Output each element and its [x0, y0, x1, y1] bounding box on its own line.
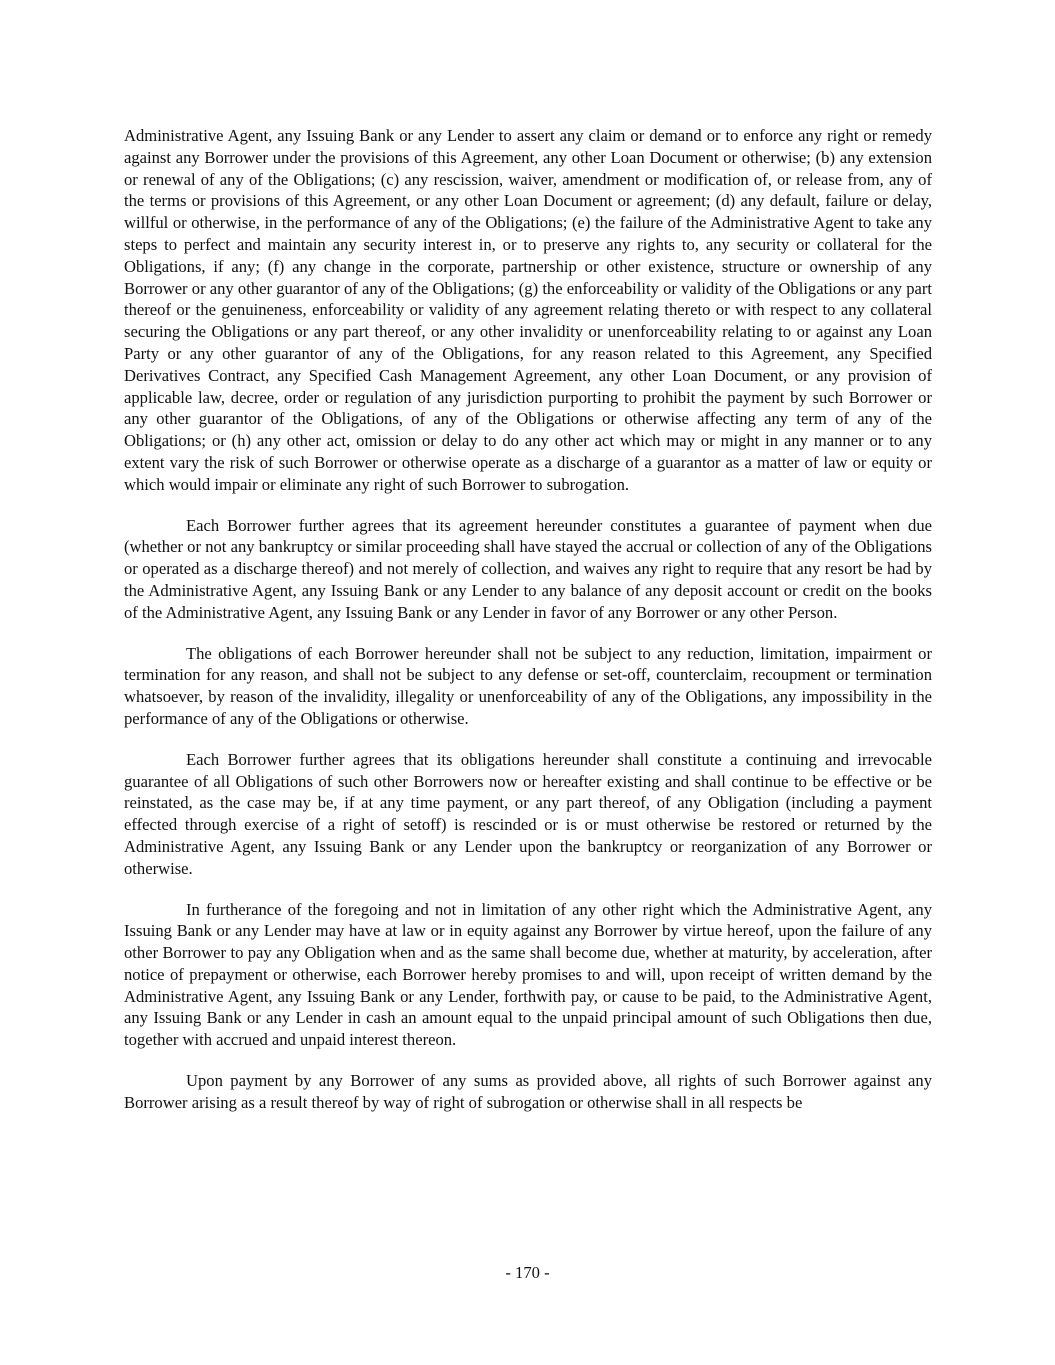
- paragraph-furtherance-payment-demand: In furtherance of the foregoing and not in limitation of any other right which the Administrative Agent, any Issuing Bank or any Lender may have at law or in equity against any Borrower by virtue hereof, upon the failure of any other Borrower to pay any Obligation when and as the same shall become due, whether at maturity, by acceleration, after notice of prepayment or otherwise, each Borrower hereby promises to and will, upon receipt of written demand by the Administrative Agent, any Issuing Bank or any Lender, forthwith pay, or cause to be paid, to the Administrative Agent, any Issuing Bank or any Lender in cash an amount equal to the unpaid principal amount of such Obligations then due, together with accrued and unpaid interest thereon.: [124, 899, 932, 1050]
- paragraph-subrogation-rights: Upon payment by any Borrower of any sums as provided above, all rights of such Borrower against any Borrower arising as a result thereof by way of right of subrogation or otherwise shall in all respects be: [124, 1071, 932, 1112]
- paragraph-guarantee-of-payment: Each Borrower further agrees that its agreement hereunder constitutes a guarantee of payment when due (whether or not any bankruptcy or similar proceeding shall have stayed the accrual or collection of any of the Obligations or operated as a discharge thereof) and not merely of collection, and waives any right to require that any resort be had by the Administrative Agent, any Issuing Bank or any Lender to any balance of any deposit account or credit on the books of the Administrative Agent, any Issuing Bank or any Lender in favor of any Borrower or any other Person.: [124, 515, 932, 622]
- paragraph-obligations-not-subject-to-reduction: The obligations of each Borrower hereunder shall not be subject to any reduction, limitation, impairment or termination for any reason, and shall not be subject to any defense or set-off, counterclaim, recoupment or termination whatsoever, by reason of the invalidity, illegality or unenforceability of any of the Obligations, any impossibility in the performance of any of the Obligations or otherwise.: [124, 643, 932, 728]
- page-number: - 170 -: [505, 1263, 550, 1282]
- paragraph-continuing-guarantee: Each Borrower further agrees that its obligations hereunder shall constitute a continuing and irrevocable guarantee of all Obligations of such other Borrowers now or hereafter existing and shall continue to be effective or be reinstated, as the case may be, if at any time payment, or any part thereof, of any Obligation (including a payment effected through exercise of a right of setoff) is rescinded or is or must otherwise be restored or returned by the Administrative Agent, any Issuing Bank or any Lender upon the bankruptcy or reorganization of any Borrower or otherwise.: [124, 749, 932, 878]
- document-body: [124, 125, 932, 1133]
- paragraph-continued-guarantee-conditions: Administrative Agent, any Issuing Bank or any Lender to assert any claim or demand or to enforce any right or remedy against any Borrower under the provisions of this Agreement, any other Loan Document or otherwise; (b) any extension or renewal of any of the Obligations; (c) any rescission, waiver, amendment or modification of, or release from, any of the terms or provisions of this Agreement, or any other Loan Document or agreement; (d) any default, failure or delay, willful or otherwise, in the performance of any of the Obligations; (e) the failure of the Administrative Agent to take any steps to perfect and maintain any security interest in, or to preserve any rights to, any security or collateral for the Obligations, if any; (f) any change in the corporate, partnership or other existence, structure or ownership of any Borrower or any other guarantor of any of the Obligations; (g) the enforceability or validity of the Obligations or any part thereof or the genuineness, enforceability or validity of any agreement relating thereto or with respect to any collateral securing the Obligations or any part thereof, or any other invalidity or unenforceability relating to or against any Loan Party or any other guarantor of any of the Obligations, for any reason related to this Agreement, any Specified Derivatives Contract, any Specified Cash Management Agreement, any other Loan Document, or any provision of applicable law, decree, order or regulation of any jurisdiction purporting to prohibit the payment by such Borrower or any other guarantor of the Obligations, of any of the Obligations or otherwise affecting any term of any of the Obligations; or (h) any other act, omission or delay to do any other act which may or might in any manner or to any extent vary the risk of such Borrower or otherwise operate as a discharge of a guarantor as a matter of law or equity or which would impair or eliminate any right of such Borrower to subrogation.: [124, 126, 932, 494]
